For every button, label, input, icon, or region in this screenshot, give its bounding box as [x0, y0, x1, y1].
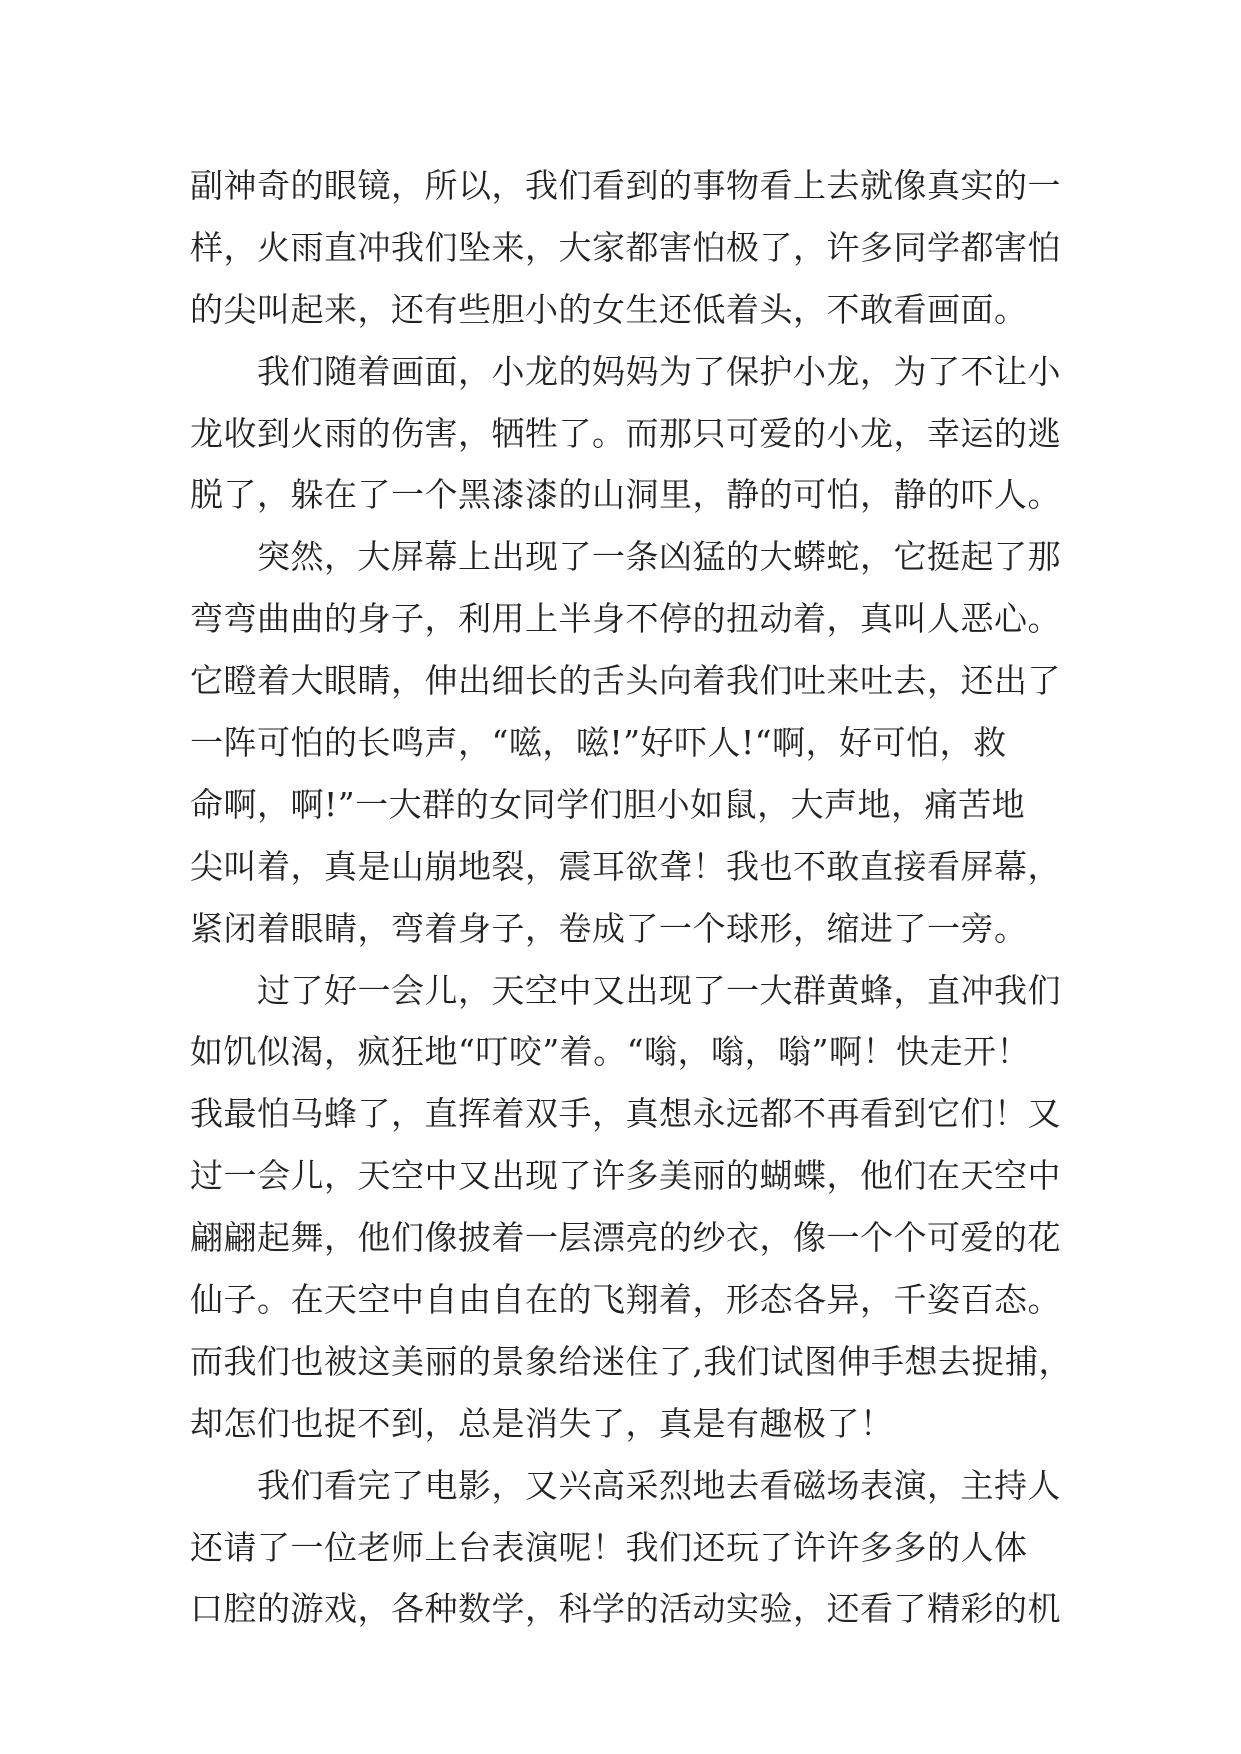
text-line: 我们随着画面，小龙的妈妈为了保护小龙，为了不让小 — [190, 351, 1061, 391]
text-line: 我们看完了电影，又兴高采烈地去看磁场表演，主持人 — [190, 1465, 1061, 1505]
text-line: 而我们也被这美丽的景象给迷住了,我们试图伸手想去捉捕， — [190, 1341, 1072, 1381]
text-line: 却怎们也捉不到，总是消失了，真是有趣极了！ — [190, 1403, 894, 1443]
text-line: 尖叫着，真是山崩地裂，震耳欲聋！我也不敢直接看屏幕， — [190, 846, 1061, 886]
text-line: 口腔的游戏，各种数学，科学的活动实验，还看了精彩的机 — [190, 1589, 1061, 1629]
text-line: 它瞪着大眼睛，伸出细长的舌头向着我们吐来吐去，还出了 — [190, 661, 1061, 701]
body-text — [190, 155, 1070, 1640]
text-line: 龙收到火雨的伤害，牺牲了。而那只可爱的小龙，幸运的逃 — [190, 413, 1061, 453]
text-line: 一阵可怕的长鸣声，“嗞，嗞!”好吓人!“啊，好可怕，救 — [190, 723, 1007, 763]
text-line: 仙子。在天空中自由自在的飞翔着，形态各异，千姿百态。 — [190, 1280, 1061, 1320]
text-line: 脱了，躲在了一个黑漆漆的山洞里，静的可怕，静的吓人。 — [190, 475, 1061, 515]
text-line: 弯弯曲曲的身子，利用上半身不停的扭动着，真叫人恶心。 — [190, 599, 1061, 639]
text-line: 命啊，啊!”一大群的女同学们胆小如鼠，大声地，痛苦地 — [190, 784, 1026, 824]
text-line: 紧闭着眼睛，弯着身子，卷成了一个球形，缩进了一旁。 — [190, 908, 1028, 948]
text-line: 副神奇的眼镜，所以，我们看到的事物看上去就像真实的一 — [190, 166, 1061, 205]
text-line: 翩翩起舞，他们像披着一层漂亮的纱衣，像一个个可爱的花 — [190, 1218, 1061, 1258]
text-line: 还请了一位老师上台表演呢！我们还玩了许许多多的人体 — [190, 1527, 1028, 1567]
text-line: 的尖叫起来，还有些胆小的女生还低着头，不敢看画面。 — [190, 289, 1028, 329]
text-line: 突然，大屏幕上出现了一条凶猛的大蟒蛇，它挺起了那 — [190, 537, 1061, 577]
text-line: 我最怕马蜂了，直挥着双手，真想永远都不再看到它们！又 — [190, 1094, 1061, 1134]
text-line: 过了好一会儿，天空中又出现了一大群黄蜂，直冲我们 — [190, 970, 1061, 1010]
text-line: 如饥似渴，疯狂地“叮咬”着。“嗡，嗡，嗡”啊！快走开！ — [190, 1032, 1030, 1072]
text-line: 过一会儿，天空中又出现了许多美丽的蝴蝶，他们在天空中 — [190, 1156, 1061, 1196]
text-line: 样，火雨直冲我们坠来，大家都害怕极了，许多同学都害怕 — [190, 227, 1061, 267]
